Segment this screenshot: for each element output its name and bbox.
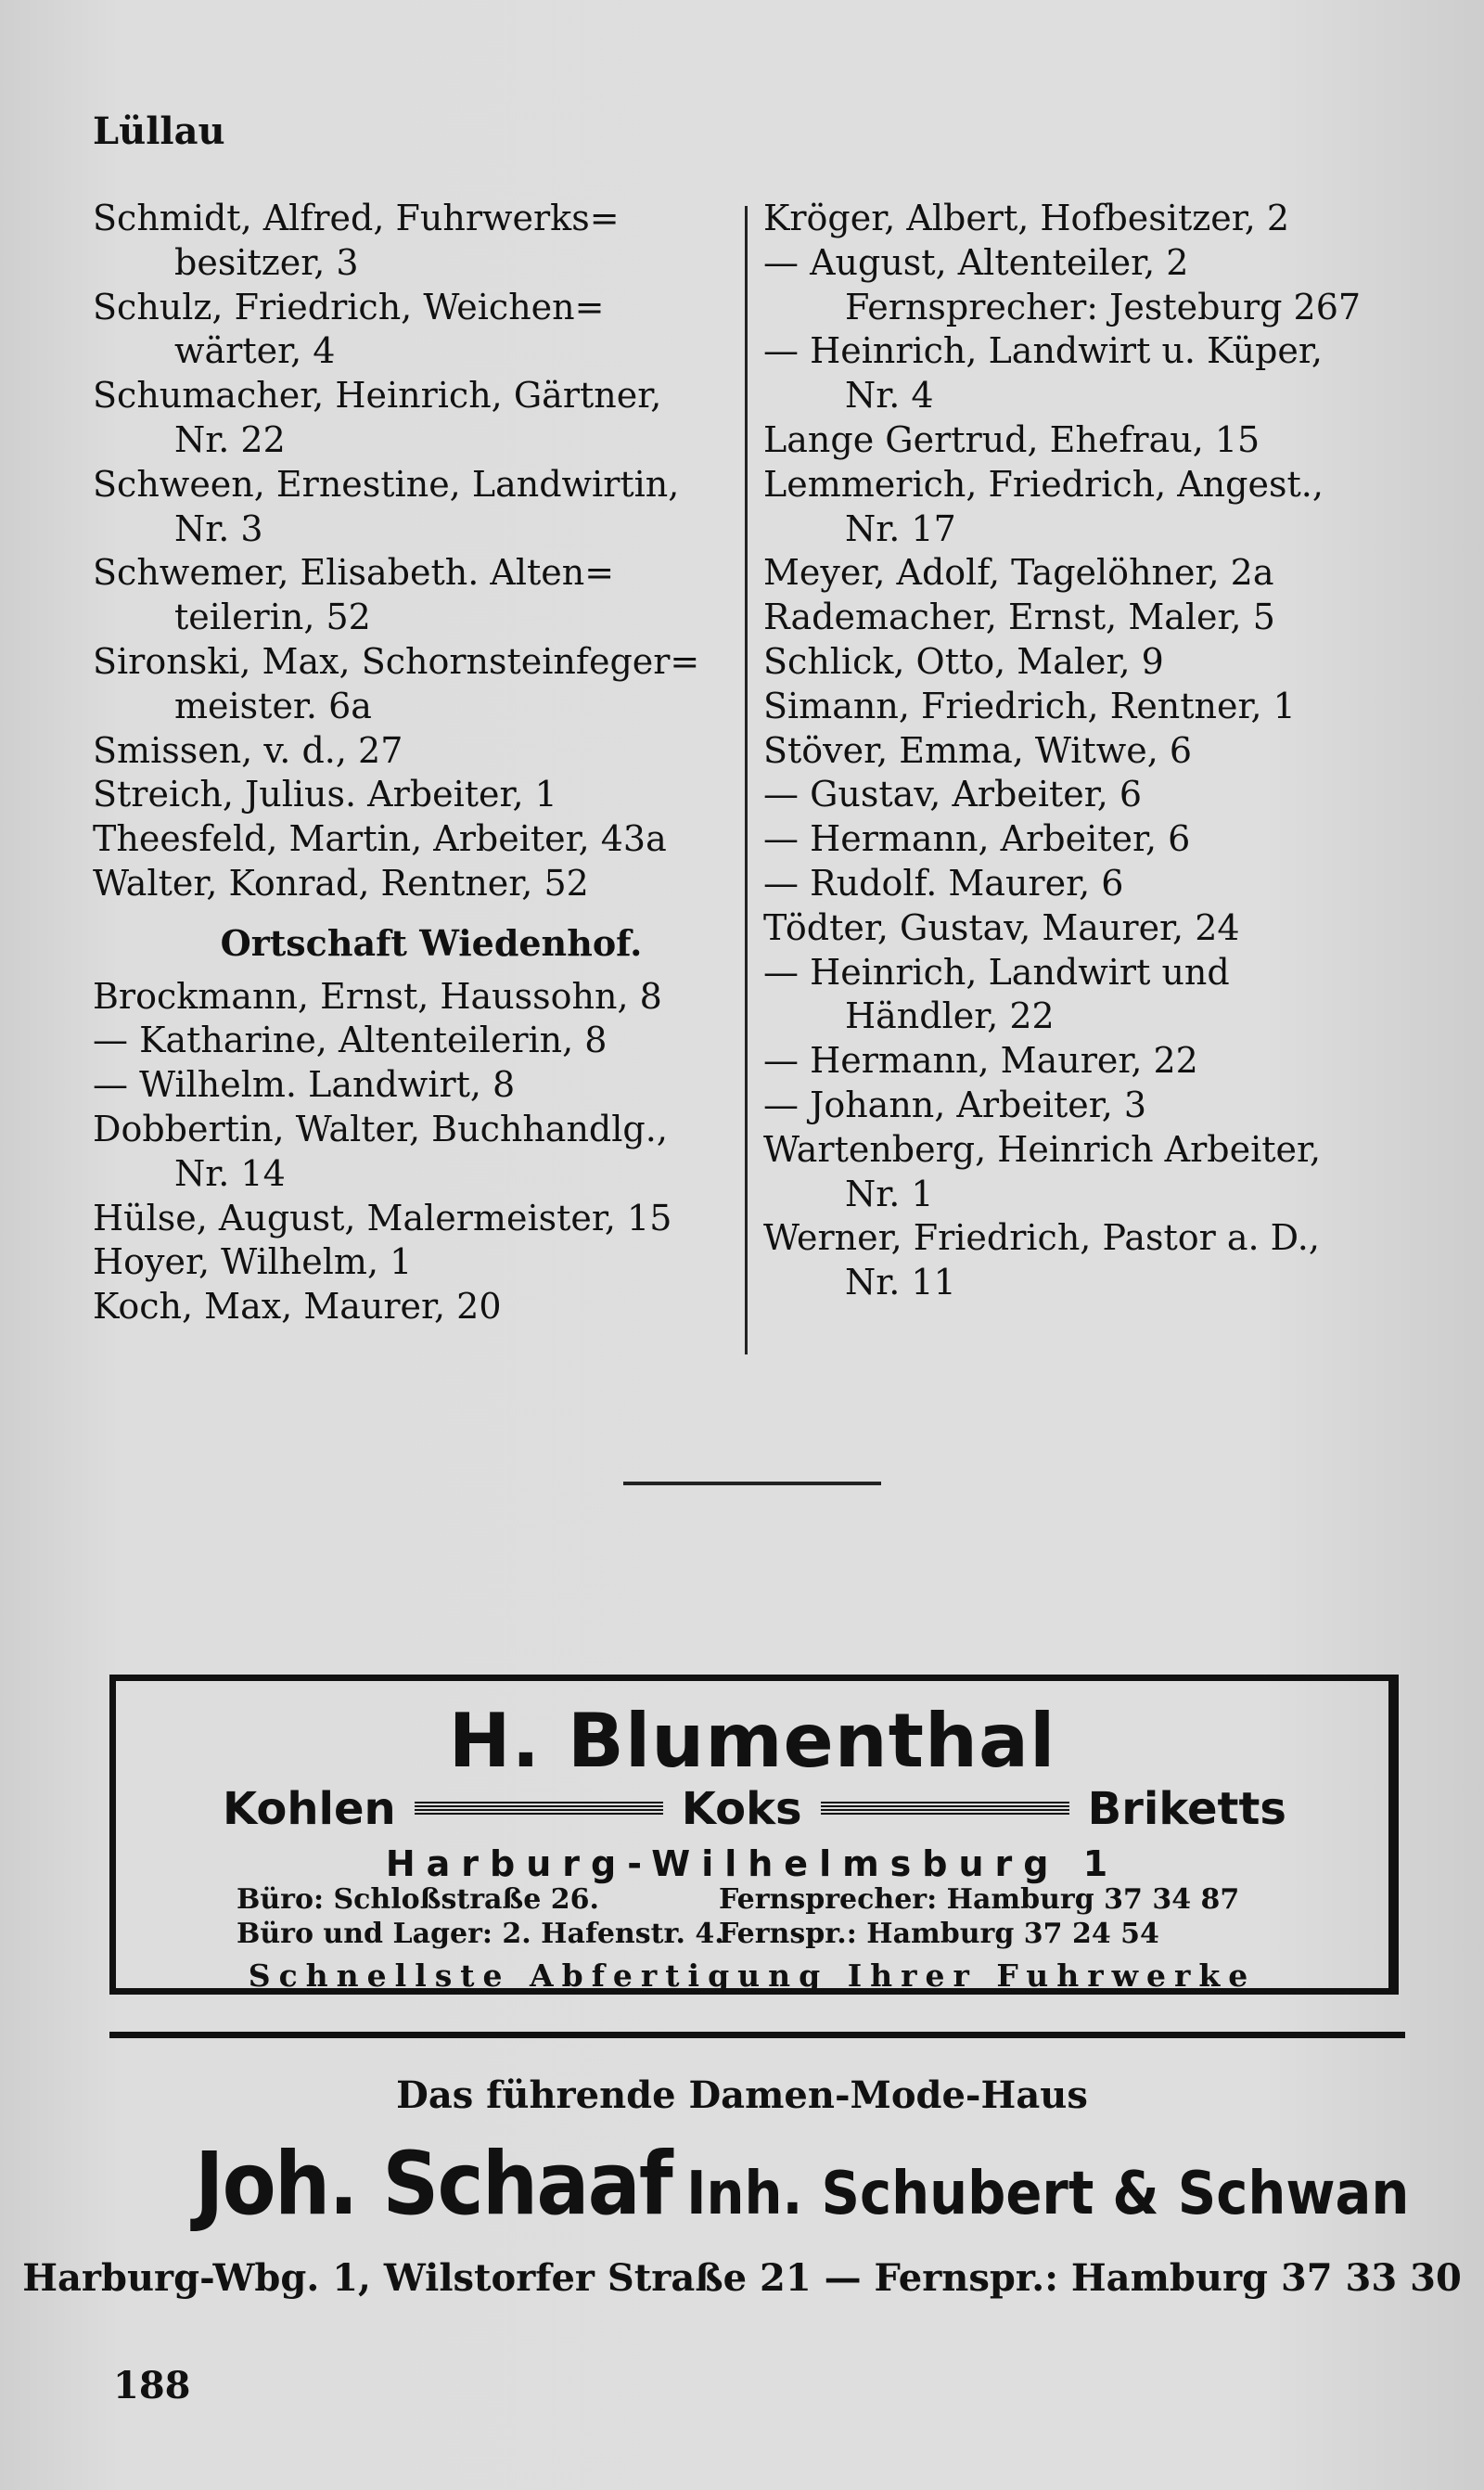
directory-entry-continuation: teilerin, 52 — [174, 597, 371, 638]
directory-entry: Smissen, v. d., 27 — [93, 729, 403, 771]
directory-entry-continuation: Nr. 3 — [174, 507, 263, 549]
directory-entry: — Heinrich, Landwirt und — [763, 951, 1230, 993]
directory-entry: — Hermann, Maurer, 22 — [763, 1040, 1198, 1082]
ad-warehouse-phone: Fernspr.: Hamburg 37 24 54 — [719, 1918, 1159, 1950]
right-column — [763, 197, 1413, 1305]
ad-product-koks: Koks — [681, 1783, 802, 1835]
directory-entry: — Heinrich, Landwirt u. Küper, — [763, 330, 1323, 372]
wide-rule — [109, 2032, 1405, 2038]
ad-product-briketts: Briketts — [1087, 1783, 1286, 1835]
ad-office-phone: Fernsprecher: Hamburg 37 34 87 — [719, 1883, 1240, 1916]
blumenthal-ad — [109, 1675, 1399, 1995]
page-number: 188 — [113, 2364, 191, 2407]
ad-separator — [821, 1802, 1069, 1816]
directory-entry: — Wilhelm. Landwirt, 8 — [93, 1064, 516, 1106]
ad-office-line — [237, 1883, 1296, 1916]
left-entries — [93, 197, 733, 906]
directory-entry-continuation: Nr. 14 — [174, 1152, 286, 1194]
directory-entry: Kröger, Albert, Hofbesitzer, 2 — [763, 198, 1290, 238]
ad-company-name: H. Blumenthal — [448, 1698, 1056, 1784]
ad-products — [223, 1783, 1286, 1835]
directory-entry: Schmidt, Alfred, Fuhrwerks= — [93, 198, 620, 238]
right-entries — [763, 197, 1413, 1305]
directory-entry: Schween, Ernestine, Landwirtin, — [93, 463, 680, 505]
directory-entry: Sironski, Max, Schornsteinfeger= — [93, 640, 700, 682]
directory-entry: — Katharine, Altenteilerin, 8 — [93, 1020, 608, 1061]
directory-entry: Walter, Konrad, Rentner, 52 — [93, 862, 589, 904]
directory-entry: Dobbertin, Walter, Buchhandlg., — [93, 1108, 668, 1149]
directory-entry: Brockmann, Ernst, Haussohn, 8 — [93, 975, 662, 1017]
running-head: Lüllau — [93, 109, 225, 153]
directory-entry: Lange Gertrud, Ehefrau, 15 — [763, 418, 1260, 460]
directory-entry-continuation: besitzer, 3 — [174, 241, 359, 283]
directory-entry-continuation: Nr. 1 — [845, 1173, 934, 1214]
schaaf-address: Harburg-Wbg. 1, Wilstorfer Straße 21 — Fernspr.: Hamburg 37 33 30 — [22, 2256, 1462, 2300]
directory-entry-continuation: Fernsprecher: Jesteburg 267 — [845, 286, 1362, 327]
short-rule — [623, 1482, 881, 1485]
ad-separator — [415, 1802, 663, 1816]
directory-entry: — August, Altenteiler, 2 — [763, 241, 1189, 283]
schaaf-brand: Joh. Schaaf — [195, 2134, 672, 2235]
directory-entry: — Hermann, Arbeiter, 6 — [763, 818, 1191, 860]
directory-entry-continuation: wärter, 4 — [174, 330, 336, 372]
directory-entry-continuation: Nr. 22 — [174, 418, 286, 460]
schaaf-tagline: Das führende Damen-Mode-Haus — [396, 2073, 1088, 2117]
column-divider — [745, 206, 748, 1354]
left-column — [93, 197, 733, 1329]
directory-entry-continuation: meister. 6a — [174, 685, 372, 726]
directory-entry: Hoyer, Wilhelm, 1 — [93, 1241, 413, 1283]
directory-entry: Schlick, Otto, Maler, 9 — [763, 640, 1164, 682]
directory-entry: Werner, Friedrich, Pastor a. D., — [763, 1217, 1320, 1259]
directory-entry: Meyer, Adolf, Tagelöhner, 2a — [763, 552, 1274, 594]
directory-entry: — Gustav, Arbeiter, 6 — [763, 774, 1143, 815]
ad-product-kohlen: Kohlen — [223, 1783, 396, 1835]
directory-entry: Wartenberg, Heinrich Arbeiter, — [763, 1128, 1322, 1170]
directory-entry: Schulz, Friedrich, Weichen= — [93, 286, 605, 327]
directory-entry: — Johann, Arbeiter, 3 — [763, 1084, 1147, 1125]
schaaf-owners: Inh. Schubert & Schwan — [686, 2160, 1410, 2228]
directory-entry: Schumacher, Heinrich, Gärtner, — [93, 375, 662, 417]
ad-city: Harburg-Wilhelmsburg 1 — [385, 1843, 1119, 1884]
directory-entry: Rademacher, Ernst, Maler, 5 — [763, 597, 1275, 638]
directory-entry: Theesfeld, Martin, Arbeiter, 43a — [93, 818, 667, 860]
directory-entry: — Rudolf. Maurer, 6 — [763, 862, 1124, 904]
directory-entry-continuation: Nr. 11 — [845, 1262, 956, 1303]
directory-entry-continuation: Händler, 22 — [845, 995, 1055, 1037]
directory-entry: Stöver, Emma, Witwe, 6 — [763, 729, 1193, 771]
directory-entry: Tödter, Gustav, Maurer, 24 — [763, 906, 1240, 948]
directory-entry: Simann, Friedrich, Rentner, 1 — [763, 685, 1296, 726]
directory-entry: Schwemer, Elisabeth. Alten= — [93, 552, 615, 594]
directory-entry: Streich, Julius. Arbeiter, 1 — [93, 774, 557, 815]
directory-entry: Hülse, August, Malermeister, 15 — [93, 1197, 672, 1239]
directory-entry: Koch, Max, Maurer, 20 — [93, 1286, 502, 1328]
directory-entry: Lemmerich, Friedrich, Angest., — [763, 463, 1324, 505]
directory-entry-continuation: Nr. 4 — [845, 375, 934, 417]
ad-office: Büro: Schloßstraße 26. — [237, 1883, 599, 1916]
section-title: Ortschaft Wiedenhof. — [220, 921, 643, 964]
directory-entry-continuation: Nr. 17 — [845, 507, 956, 549]
ad-slogan: Schnellste Abfertigung Ihrer Fuhrwerke — [248, 1957, 1257, 1994]
ad-warehouse: Büro und Lager: 2. Hafenstr. 4. — [237, 1918, 724, 1950]
ad-warehouse-line — [237, 1918, 1296, 1950]
left-section-entries — [93, 975, 733, 1329]
schaaf-brand-line — [195, 2134, 1409, 2235]
